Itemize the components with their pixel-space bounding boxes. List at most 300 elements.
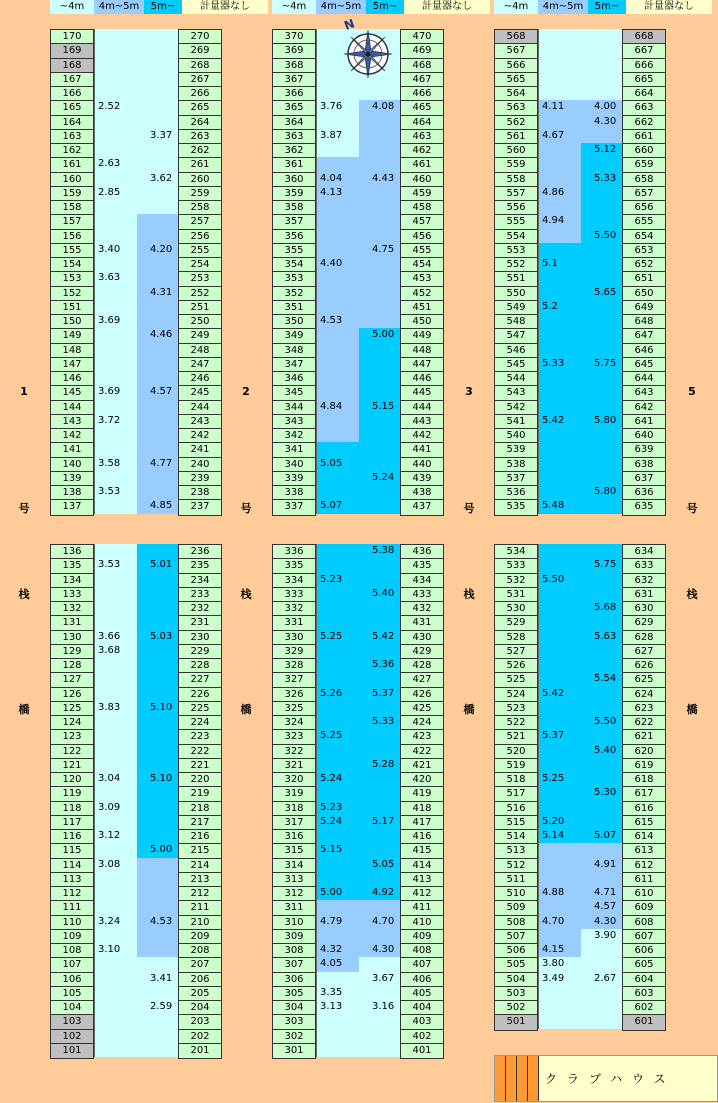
berth-slot[interactable]: 261 xyxy=(179,158,221,172)
berth-slot[interactable]: 517 xyxy=(495,787,537,801)
berth-slot[interactable]: 419 xyxy=(401,787,443,801)
berth-slot[interactable]: 133 xyxy=(51,588,93,602)
berth-slot[interactable]: 116 xyxy=(51,830,93,844)
berth-slot[interactable]: 339 xyxy=(273,472,315,486)
berth-slot[interactable]: 602 xyxy=(623,1001,665,1015)
berth-slot[interactable]: 533 xyxy=(495,559,537,573)
berth-slot[interactable]: 317 xyxy=(273,816,315,830)
berth-slot[interactable]: 421 xyxy=(401,759,443,773)
berth-slot[interactable]: 333 xyxy=(273,588,315,602)
berth-slot[interactable]: 205 xyxy=(179,987,221,1001)
berth-slot[interactable]: 166 xyxy=(51,87,93,101)
berth-slot[interactable]: 509 xyxy=(495,901,537,915)
berth-slot[interactable]: 268 xyxy=(179,59,221,73)
berth-slot[interactable]: 629 xyxy=(623,616,665,630)
berth-slot[interactable]: 461 xyxy=(401,158,443,172)
berth-slot[interactable]: 152 xyxy=(51,287,93,301)
berth-slot[interactable]: 241 xyxy=(179,443,221,457)
berth-slot[interactable]: 142 xyxy=(51,429,93,443)
berth-slot[interactable]: 660 xyxy=(623,144,665,158)
berth-slot[interactable]: 409 xyxy=(401,930,443,944)
berth-slot[interactable]: 260 xyxy=(179,173,221,187)
berth-slot[interactable]: 319 xyxy=(273,787,315,801)
berth-slot[interactable]: 266 xyxy=(179,87,221,101)
berth-slot[interactable]: 637 xyxy=(623,472,665,486)
berth-slot[interactable]: 132 xyxy=(51,602,93,616)
berth-slot[interactable]: 154 xyxy=(51,258,93,272)
berth-slot[interactable]: 450 xyxy=(401,315,443,329)
berth-slot[interactable]: 238 xyxy=(179,486,221,500)
berth-slot[interactable]: 233 xyxy=(179,588,221,602)
berth-slot[interactable]: 244 xyxy=(179,401,221,415)
berth-slot[interactable]: 404 xyxy=(401,1001,443,1015)
berth-slot[interactable]: 503 xyxy=(495,987,537,1001)
berth-slot[interactable]: 114 xyxy=(51,859,93,873)
berth-slot[interactable]: 224 xyxy=(179,716,221,730)
berth-slot[interactable]: 235 xyxy=(179,559,221,573)
berth-slot[interactable]: 539 xyxy=(495,443,537,457)
berth-slot[interactable]: 627 xyxy=(623,645,665,659)
berth-slot[interactable]: 228 xyxy=(179,659,221,673)
berth-slot[interactable]: 565 xyxy=(495,73,537,87)
berth-slot[interactable]: 441 xyxy=(401,443,443,457)
berth-slot[interactable]: 666 xyxy=(623,59,665,73)
berth-slot[interactable]: 325 xyxy=(273,702,315,716)
berth-slot[interactable]: 663 xyxy=(623,101,665,115)
berth-slot[interactable]: 169 xyxy=(51,44,93,58)
berth-slot[interactable]: 644 xyxy=(623,372,665,386)
berth-slot[interactable]: 354 xyxy=(273,258,315,272)
berth-slot[interactable]: 138 xyxy=(51,486,93,500)
berth-slot[interactable]: 555 xyxy=(495,215,537,229)
berth-slot[interactable]: 129 xyxy=(51,645,93,659)
berth-slot[interactable]: 253 xyxy=(179,272,221,286)
berth-slot[interactable]: 638 xyxy=(623,458,665,472)
berth-slot[interactable]: 620 xyxy=(623,745,665,759)
berth-slot[interactable]: 664 xyxy=(623,87,665,101)
berth-slot[interactable]: 103 xyxy=(51,1015,93,1029)
berth-slot[interactable]: 352 xyxy=(273,287,315,301)
berth-slot[interactable]: 345 xyxy=(273,386,315,400)
berth-slot[interactable]: 259 xyxy=(179,187,221,201)
berth-slot[interactable]: 448 xyxy=(401,344,443,358)
berth-slot[interactable]: 661 xyxy=(623,130,665,144)
berth-slot[interactable]: 338 xyxy=(273,486,315,500)
berth-slot[interactable]: 454 xyxy=(401,258,443,272)
berth-slot[interactable]: 204 xyxy=(179,1001,221,1015)
berth-slot[interactable]: 157 xyxy=(51,215,93,229)
berth-slot[interactable]: 501 xyxy=(495,1015,537,1029)
berth-slot[interactable]: 270 xyxy=(179,30,221,44)
berth-slot[interactable]: 146 xyxy=(51,372,93,386)
berth-slot[interactable]: 537 xyxy=(495,472,537,486)
berth-slot[interactable]: 269 xyxy=(179,44,221,58)
berth-slot[interactable]: 265 xyxy=(179,101,221,115)
berth-slot[interactable]: 170 xyxy=(51,30,93,44)
berth-slot[interactable]: 263 xyxy=(179,130,221,144)
berth-slot[interactable]: 210 xyxy=(179,916,221,930)
berth-slot[interactable]: 524 xyxy=(495,688,537,702)
berth-slot[interactable]: 209 xyxy=(179,930,221,944)
berth-slot[interactable]: 222 xyxy=(179,745,221,759)
berth-slot[interactable]: 662 xyxy=(623,116,665,130)
berth-slot[interactable]: 410 xyxy=(401,916,443,930)
berth-slot[interactable]: 341 xyxy=(273,443,315,457)
berth-slot[interactable]: 408 xyxy=(401,944,443,958)
berth-slot[interactable]: 641 xyxy=(623,415,665,429)
berth-slot[interactable]: 654 xyxy=(623,230,665,244)
berth-slot[interactable]: 519 xyxy=(495,759,537,773)
berth-slot[interactable]: 510 xyxy=(495,887,537,901)
berth-slot[interactable]: 416 xyxy=(401,830,443,844)
berth-slot[interactable]: 134 xyxy=(51,574,93,588)
berth-slot[interactable]: 213 xyxy=(179,873,221,887)
berth-slot[interactable]: 449 xyxy=(401,329,443,343)
berth-slot[interactable]: 147 xyxy=(51,358,93,372)
berth-slot[interactable]: 550 xyxy=(495,287,537,301)
berth-slot[interactable]: 243 xyxy=(179,415,221,429)
berth-slot[interactable]: 124 xyxy=(51,716,93,730)
berth-slot[interactable]: 457 xyxy=(401,215,443,229)
berth-slot[interactable]: 445 xyxy=(401,386,443,400)
berth-slot[interactable]: 221 xyxy=(179,759,221,773)
berth-slot[interactable]: 330 xyxy=(273,631,315,645)
berth-slot[interactable]: 156 xyxy=(51,230,93,244)
berth-slot[interactable]: 558 xyxy=(495,173,537,187)
berth-slot[interactable]: 167 xyxy=(51,73,93,87)
berth-slot[interactable]: 251 xyxy=(179,301,221,315)
berth-slot[interactable]: 430 xyxy=(401,631,443,645)
berth-slot[interactable]: 424 xyxy=(401,716,443,730)
berth-slot[interactable]: 318 xyxy=(273,802,315,816)
berth-slot[interactable]: 407 xyxy=(401,958,443,972)
berth-slot[interactable]: 425 xyxy=(401,702,443,716)
berth-slot[interactable]: 139 xyxy=(51,472,93,486)
berth-slot[interactable]: 432 xyxy=(401,602,443,616)
berth-slot[interactable]: 361 xyxy=(273,158,315,172)
berth-slot[interactable]: 406 xyxy=(401,973,443,987)
berth-slot[interactable]: 321 xyxy=(273,759,315,773)
berth-slot[interactable]: 556 xyxy=(495,201,537,215)
berth-slot[interactable]: 316 xyxy=(273,830,315,844)
berth-slot[interactable]: 513 xyxy=(495,844,537,858)
berth-slot[interactable]: 161 xyxy=(51,158,93,172)
berth-slot[interactable]: 365 xyxy=(273,101,315,115)
berth-slot[interactable]: 452 xyxy=(401,287,443,301)
berth-slot[interactable]: 624 xyxy=(623,688,665,702)
berth-slot[interactable]: 359 xyxy=(273,187,315,201)
berth-slot[interactable]: 201 xyxy=(179,1044,221,1058)
berth-slot[interactable]: 443 xyxy=(401,415,443,429)
berth-slot[interactable]: 611 xyxy=(623,873,665,887)
berth-slot[interactable]: 545 xyxy=(495,358,537,372)
berth-slot[interactable]: 127 xyxy=(51,673,93,687)
berth-slot[interactable]: 617 xyxy=(623,787,665,801)
berth-slot[interactable]: 120 xyxy=(51,773,93,787)
berth-slot[interactable]: 607 xyxy=(623,930,665,944)
berth-slot[interactable]: 202 xyxy=(179,1030,221,1044)
berth-slot[interactable]: 648 xyxy=(623,315,665,329)
berth-slot[interactable]: 145 xyxy=(51,386,93,400)
berth-slot[interactable]: 249 xyxy=(179,329,221,343)
berth-slot[interactable]: 546 xyxy=(495,344,537,358)
berth-slot[interactable]: 314 xyxy=(273,859,315,873)
berth-slot[interactable]: 118 xyxy=(51,802,93,816)
berth-slot[interactable]: 525 xyxy=(495,673,537,687)
berth-slot[interactable]: 652 xyxy=(623,258,665,272)
berth-slot[interactable]: 230 xyxy=(179,631,221,645)
berth-slot[interactable]: 353 xyxy=(273,272,315,286)
berth-slot[interactable]: 334 xyxy=(273,574,315,588)
berth-slot[interactable]: 665 xyxy=(623,73,665,87)
berth-slot[interactable]: 342 xyxy=(273,429,315,443)
berth-slot[interactable]: 505 xyxy=(495,958,537,972)
berth-slot[interactable]: 351 xyxy=(273,301,315,315)
berth-slot[interactable]: 460 xyxy=(401,173,443,187)
berth-slot[interactable]: 208 xyxy=(179,944,221,958)
berth-slot[interactable]: 655 xyxy=(623,215,665,229)
berth-slot[interactable]: 312 xyxy=(273,887,315,901)
berth-slot[interactable]: 541 xyxy=(495,415,537,429)
berth-slot[interactable]: 540 xyxy=(495,429,537,443)
berth-slot[interactable]: 329 xyxy=(273,645,315,659)
berth-slot[interactable]: 653 xyxy=(623,244,665,258)
berth-slot[interactable]: 163 xyxy=(51,130,93,144)
berth-slot[interactable]: 356 xyxy=(273,230,315,244)
berth-slot[interactable]: 435 xyxy=(401,559,443,573)
berth-slot[interactable]: 465 xyxy=(401,101,443,115)
berth-slot[interactable]: 105 xyxy=(51,987,93,1001)
berth-slot[interactable]: 631 xyxy=(623,588,665,602)
berth-slot[interactable]: 232 xyxy=(179,602,221,616)
berth-slot[interactable]: 418 xyxy=(401,802,443,816)
berth-slot[interactable]: 109 xyxy=(51,930,93,944)
berth-slot[interactable]: 151 xyxy=(51,301,93,315)
berth-slot[interactable]: 323 xyxy=(273,730,315,744)
berth-slot[interactable]: 444 xyxy=(401,401,443,415)
berth-slot[interactable]: 126 xyxy=(51,688,93,702)
berth-slot[interactable]: 254 xyxy=(179,258,221,272)
berth-slot[interactable]: 658 xyxy=(623,173,665,187)
berth-slot[interactable]: 320 xyxy=(273,773,315,787)
berth-slot[interactable]: 256 xyxy=(179,230,221,244)
berth-slot[interactable]: 610 xyxy=(623,887,665,901)
berth-slot[interactable]: 453 xyxy=(401,272,443,286)
berth-slot[interactable]: 111 xyxy=(51,901,93,915)
berth-slot[interactable]: 640 xyxy=(623,429,665,443)
berth-slot[interactable]: 538 xyxy=(495,458,537,472)
berth-slot[interactable]: 143 xyxy=(51,415,93,429)
berth-slot[interactable]: 301 xyxy=(273,1044,315,1058)
berth-slot[interactable]: 470 xyxy=(401,30,443,44)
berth-slot[interactable]: 158 xyxy=(51,201,93,215)
berth-slot[interactable]: 130 xyxy=(51,631,93,645)
berth-slot[interactable]: 355 xyxy=(273,244,315,258)
berth-slot[interactable]: 531 xyxy=(495,588,537,602)
berth-slot[interactable]: 667 xyxy=(623,44,665,58)
berth-slot[interactable]: 560 xyxy=(495,144,537,158)
berth-slot[interactable]: 223 xyxy=(179,730,221,744)
berth-slot[interactable]: 431 xyxy=(401,616,443,630)
berth-slot[interactable]: 231 xyxy=(179,616,221,630)
berth-slot[interactable]: 420 xyxy=(401,773,443,787)
berth-slot[interactable]: 511 xyxy=(495,873,537,887)
berth-slot[interactable]: 236 xyxy=(179,545,221,559)
berth-slot[interactable]: 255 xyxy=(179,244,221,258)
berth-slot[interactable]: 554 xyxy=(495,230,537,244)
berth-slot[interactable]: 437 xyxy=(401,500,443,514)
berth-slot[interactable]: 451 xyxy=(401,301,443,315)
berth-slot[interactable]: 304 xyxy=(273,1001,315,1015)
berth-slot[interactable]: 612 xyxy=(623,859,665,873)
berth-slot[interactable]: 239 xyxy=(179,472,221,486)
berth-slot[interactable]: 618 xyxy=(623,773,665,787)
berth-slot[interactable]: 412 xyxy=(401,887,443,901)
berth-slot[interactable]: 257 xyxy=(179,215,221,229)
berth-slot[interactable]: 534 xyxy=(495,545,537,559)
berth-slot[interactable]: 313 xyxy=(273,873,315,887)
berth-slot[interactable]: 216 xyxy=(179,830,221,844)
berth-slot[interactable]: 625 xyxy=(623,673,665,687)
berth-slot[interactable]: 626 xyxy=(623,659,665,673)
berth-slot[interactable]: 303 xyxy=(273,1015,315,1029)
berth-slot[interactable]: 101 xyxy=(51,1044,93,1058)
berth-slot[interactable]: 140 xyxy=(51,458,93,472)
berth-slot[interactable]: 518 xyxy=(495,773,537,787)
berth-slot[interactable]: 344 xyxy=(273,401,315,415)
berth-slot[interactable]: 504 xyxy=(495,973,537,987)
berth-slot[interactable]: 636 xyxy=(623,486,665,500)
berth-slot[interactable]: 229 xyxy=(179,645,221,659)
berth-slot[interactable]: 402 xyxy=(401,1030,443,1044)
berth-slot[interactable]: 649 xyxy=(623,301,665,315)
berth-slot[interactable]: 601 xyxy=(623,1015,665,1029)
berth-slot[interactable]: 429 xyxy=(401,645,443,659)
berth-slot[interactable]: 252 xyxy=(179,287,221,301)
berth-slot[interactable]: 137 xyxy=(51,500,93,514)
berth-slot[interactable]: 459 xyxy=(401,187,443,201)
berth-slot[interactable]: 520 xyxy=(495,745,537,759)
berth-slot[interactable]: 335 xyxy=(273,559,315,573)
berth-slot[interactable]: 164 xyxy=(51,116,93,130)
berth-slot[interactable]: 633 xyxy=(623,559,665,573)
berth-slot[interactable]: 413 xyxy=(401,873,443,887)
berth-slot[interactable]: 148 xyxy=(51,344,93,358)
berth-slot[interactable]: 628 xyxy=(623,631,665,645)
berth-slot[interactable]: 349 xyxy=(273,329,315,343)
berth-slot[interactable]: 123 xyxy=(51,730,93,744)
berth-slot[interactable]: 362 xyxy=(273,144,315,158)
berth-slot[interactable]: 646 xyxy=(623,344,665,358)
berth-slot[interactable]: 528 xyxy=(495,631,537,645)
berth-slot[interactable]: 227 xyxy=(179,673,221,687)
berth-slot[interactable]: 363 xyxy=(273,130,315,144)
berth-slot[interactable]: 619 xyxy=(623,759,665,773)
berth-slot[interactable]: 131 xyxy=(51,616,93,630)
berth-slot[interactable]: 568 xyxy=(495,30,537,44)
berth-slot[interactable]: 415 xyxy=(401,844,443,858)
berth-slot[interactable]: 245 xyxy=(179,386,221,400)
berth-slot[interactable]: 434 xyxy=(401,574,443,588)
berth-slot[interactable]: 215 xyxy=(179,844,221,858)
berth-slot[interactable]: 160 xyxy=(51,173,93,187)
berth-slot[interactable]: 262 xyxy=(179,144,221,158)
berth-slot[interactable]: 307 xyxy=(273,958,315,972)
berth-slot[interactable]: 557 xyxy=(495,187,537,201)
berth-slot[interactable]: 203 xyxy=(179,1015,221,1029)
berth-slot[interactable]: 563 xyxy=(495,101,537,115)
berth-slot[interactable]: 128 xyxy=(51,659,93,673)
berth-slot[interactable]: 302 xyxy=(273,1030,315,1044)
berth-slot[interactable]: 234 xyxy=(179,574,221,588)
berth-slot[interactable]: 606 xyxy=(623,944,665,958)
berth-slot[interactable]: 417 xyxy=(401,816,443,830)
berth-slot[interactable]: 347 xyxy=(273,358,315,372)
berth-slot[interactable]: 506 xyxy=(495,944,537,958)
berth-slot[interactable]: 343 xyxy=(273,415,315,429)
berth-slot[interactable]: 553 xyxy=(495,244,537,258)
berth-slot[interactable]: 326 xyxy=(273,688,315,702)
berth-slot[interactable]: 634 xyxy=(623,545,665,559)
berth-slot[interactable]: 561 xyxy=(495,130,537,144)
berth-slot[interactable]: 112 xyxy=(51,887,93,901)
berth-slot[interactable]: 369 xyxy=(273,44,315,58)
berth-slot[interactable]: 310 xyxy=(273,916,315,930)
berth-slot[interactable]: 440 xyxy=(401,458,443,472)
berth-slot[interactable]: 447 xyxy=(401,358,443,372)
berth-slot[interactable]: 346 xyxy=(273,372,315,386)
berth-slot[interactable]: 522 xyxy=(495,716,537,730)
berth-slot[interactable]: 367 xyxy=(273,73,315,87)
berth-slot[interactable]: 536 xyxy=(495,486,537,500)
berth-slot[interactable]: 535 xyxy=(495,500,537,514)
berth-slot[interactable]: 332 xyxy=(273,602,315,616)
berth-slot[interactable]: 336 xyxy=(273,545,315,559)
berth-slot[interactable]: 218 xyxy=(179,802,221,816)
berth-slot[interactable]: 523 xyxy=(495,702,537,716)
berth-slot[interactable]: 107 xyxy=(51,958,93,972)
berth-slot[interactable]: 327 xyxy=(273,673,315,687)
berth-slot[interactable]: 552 xyxy=(495,258,537,272)
berth-slot[interactable]: 659 xyxy=(623,158,665,172)
berth-slot[interactable]: 264 xyxy=(179,116,221,130)
berth-slot[interactable]: 207 xyxy=(179,958,221,972)
berth-slot[interactable]: 463 xyxy=(401,130,443,144)
berth-slot[interactable]: 348 xyxy=(273,344,315,358)
berth-slot[interactable]: 551 xyxy=(495,272,537,286)
berth-slot[interactable]: 246 xyxy=(179,372,221,386)
berth-slot[interactable]: 153 xyxy=(51,272,93,286)
berth-slot[interactable]: 650 xyxy=(623,287,665,301)
berth-slot[interactable]: 258 xyxy=(179,201,221,215)
berth-slot[interactable]: 549 xyxy=(495,301,537,315)
berth-slot[interactable]: 643 xyxy=(623,386,665,400)
berth-slot[interactable]: 155 xyxy=(51,244,93,258)
berth-slot[interactable]: 521 xyxy=(495,730,537,744)
berth-slot[interactable]: 446 xyxy=(401,372,443,386)
berth-slot[interactable]: 350 xyxy=(273,315,315,329)
berth-slot[interactable]: 547 xyxy=(495,329,537,343)
berth-slot[interactable]: 212 xyxy=(179,887,221,901)
berth-slot[interactable]: 247 xyxy=(179,358,221,372)
berth-slot[interactable]: 337 xyxy=(273,500,315,514)
berth-slot[interactable]: 639 xyxy=(623,443,665,457)
berth-slot[interactable]: 515 xyxy=(495,816,537,830)
berth-slot[interactable]: 615 xyxy=(623,816,665,830)
berth-slot[interactable]: 403 xyxy=(401,1015,443,1029)
berth-slot[interactable]: 529 xyxy=(495,616,537,630)
berth-slot[interactable]: 315 xyxy=(273,844,315,858)
